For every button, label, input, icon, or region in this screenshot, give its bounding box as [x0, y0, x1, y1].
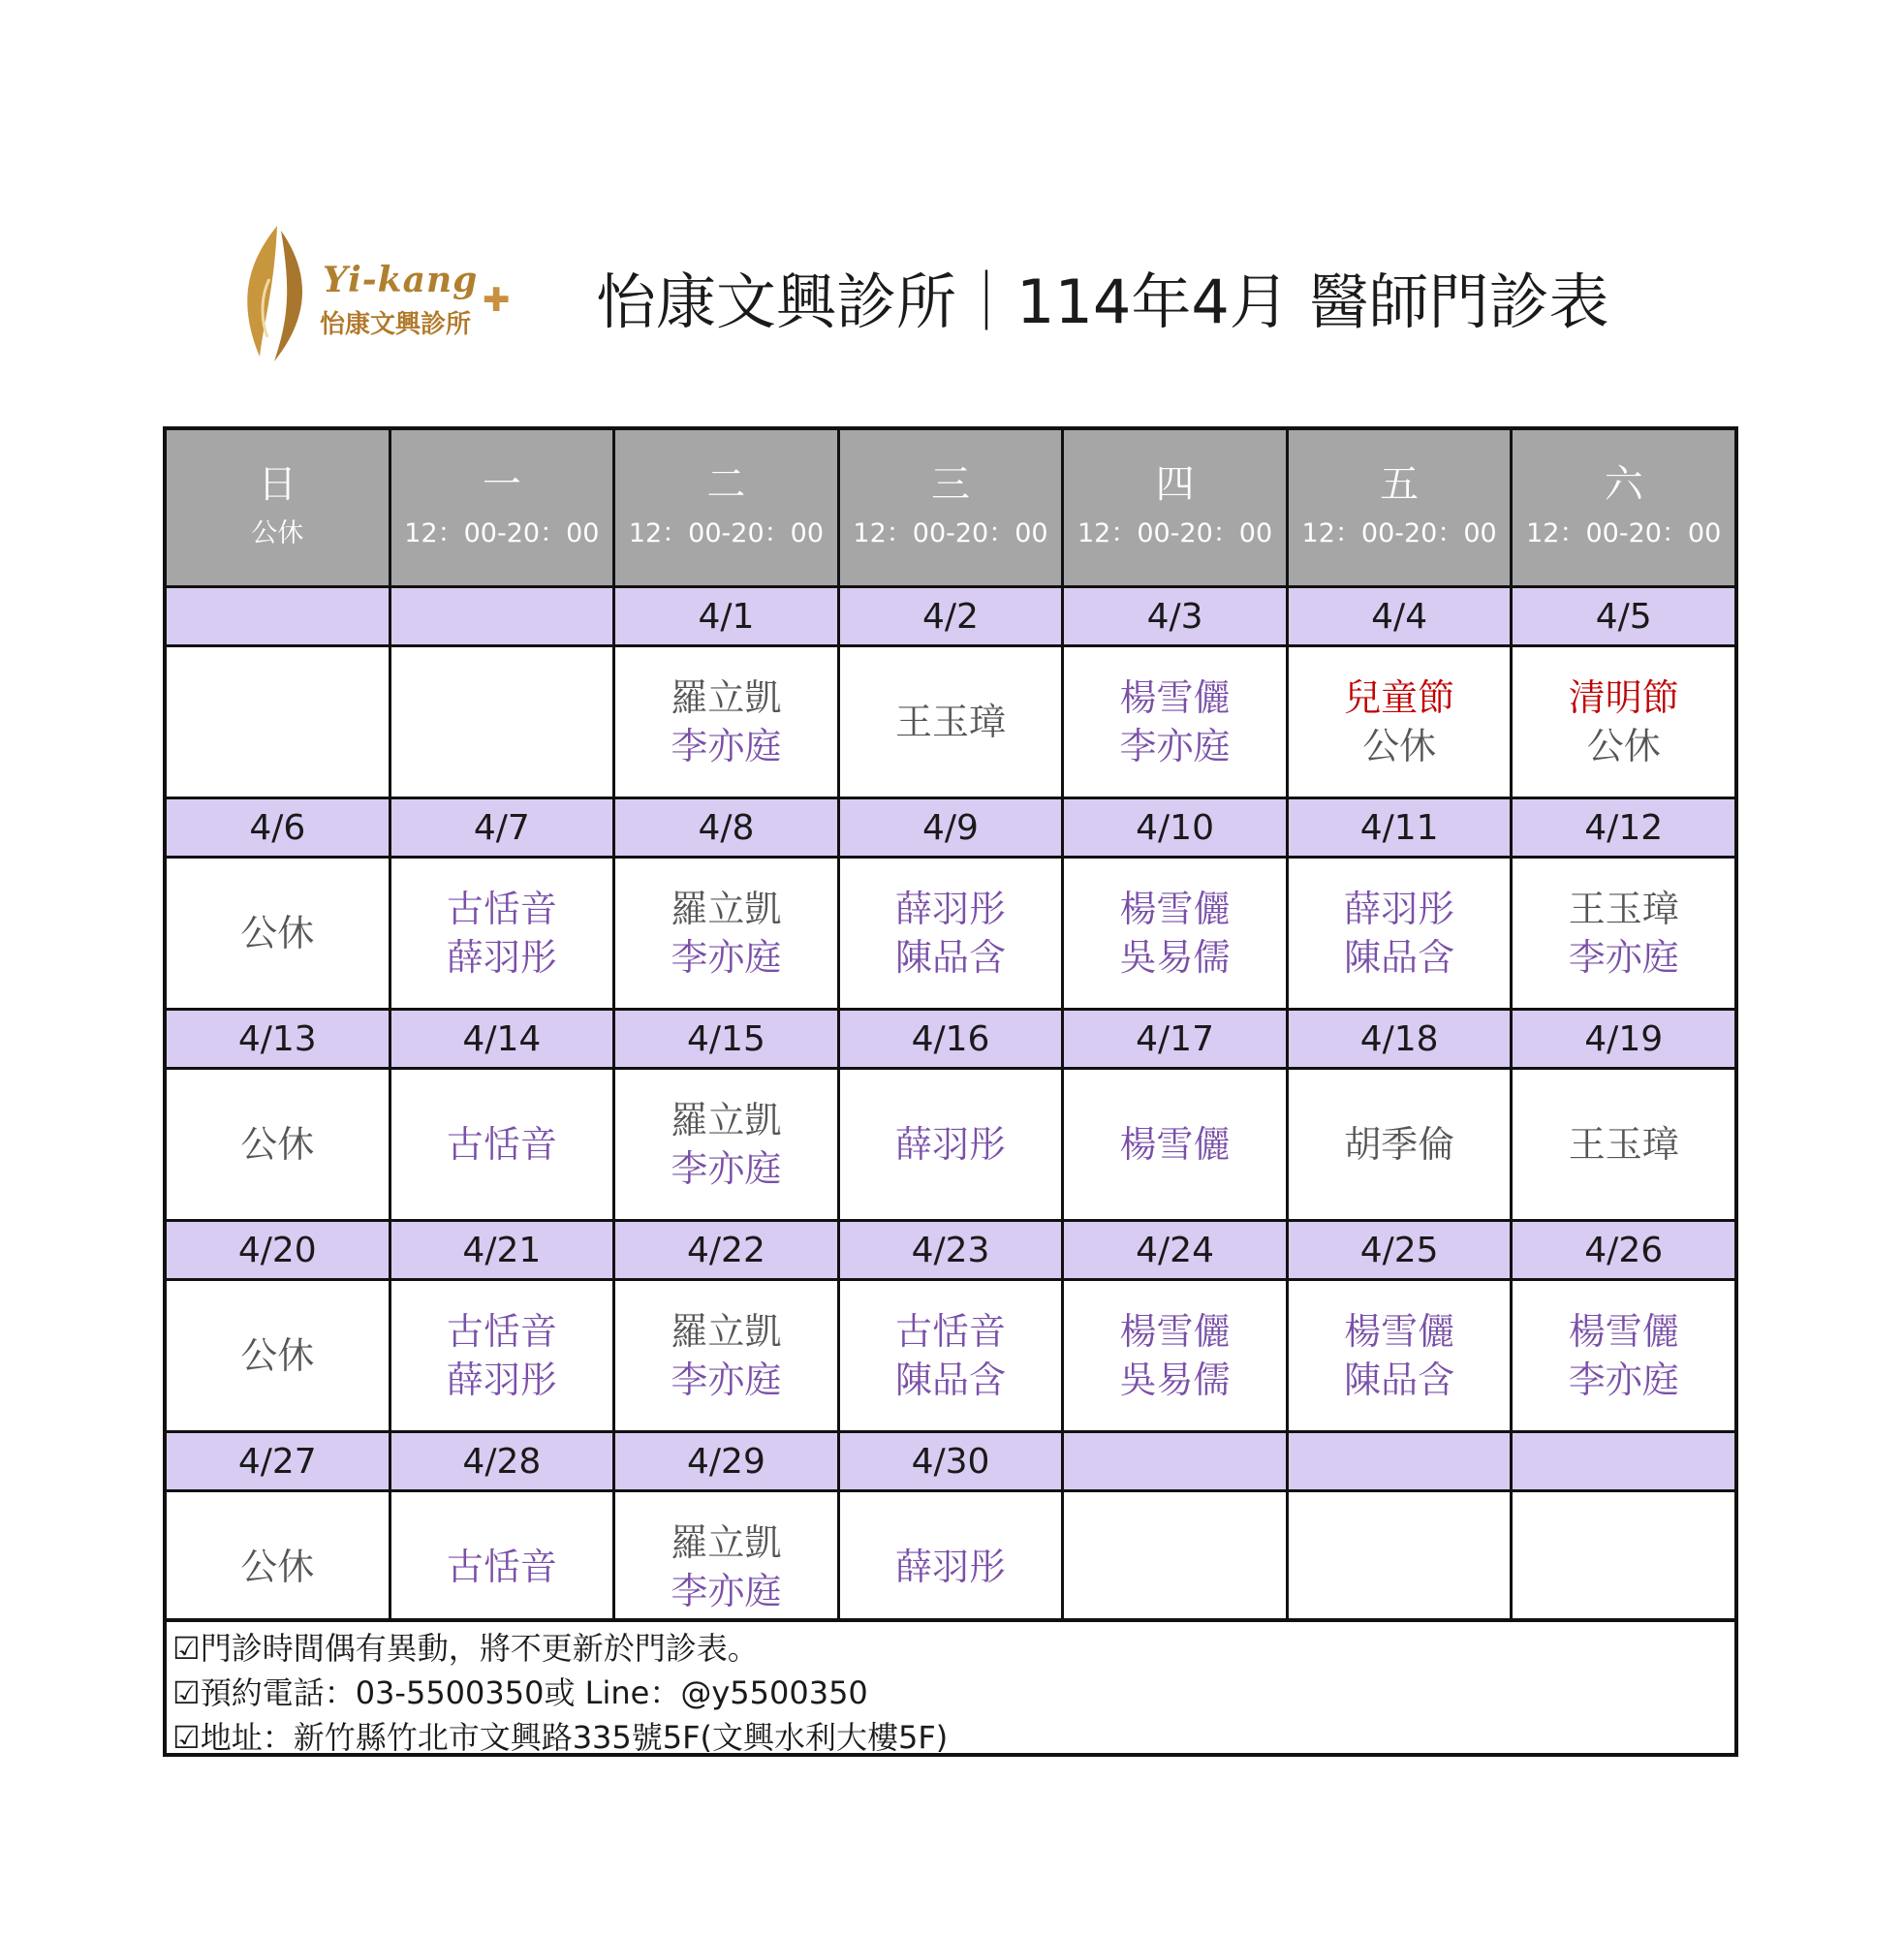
- notes-section: [167, 1618, 1734, 1757]
- header-cell: [840, 430, 1062, 585]
- doctor-name: 胡季倫: [1344, 1123, 1455, 1166]
- date-cell: 4/3: [1064, 588, 1286, 644]
- date-cell: 4/24: [1064, 1222, 1286, 1278]
- date-cell: 4/14: [391, 1011, 613, 1067]
- doctor-name: 陳品含: [1344, 936, 1455, 979]
- hours-label: 12：00-20：00: [1301, 518, 1497, 548]
- weekday-label: 五: [1380, 462, 1420, 507]
- schedule-cell: [167, 647, 389, 797]
- holiday-label: 兒童節: [1344, 676, 1455, 719]
- date-cell: 4/2: [840, 588, 1062, 644]
- date-cell: 4/11: [1289, 799, 1511, 856]
- hours-label: 12：00-20：00: [853, 518, 1048, 548]
- logo-english-text: Yi-kang: [323, 260, 479, 300]
- date-cell: 4/9: [840, 799, 1062, 856]
- doctor-name: 李亦庭: [671, 936, 782, 979]
- date-cell: 4/1: [615, 588, 837, 644]
- doctor-name: 陳品含: [1344, 1359, 1455, 1401]
- schedule-table: [163, 426, 1738, 1757]
- doctor-name: 楊雪儷: [1119, 676, 1231, 719]
- date-cell: 4/13: [167, 1011, 389, 1067]
- header-cell: [1064, 430, 1286, 585]
- schedule-cell: [1513, 647, 1734, 797]
- date-cell: [1513, 1433, 1734, 1489]
- schedule-cell: [1064, 1281, 1286, 1430]
- date-cell: [1064, 1433, 1286, 1489]
- header-cell: [167, 430, 389, 585]
- date-cell: 4/18: [1289, 1011, 1511, 1067]
- schedule-cell: [615, 647, 837, 797]
- schedule-cell: [840, 859, 1062, 1008]
- hours-label: 公休: [251, 518, 304, 548]
- date-cell: 4/27: [167, 1433, 389, 1489]
- schedule-cell: [1064, 859, 1286, 1008]
- header-cell: [615, 430, 837, 585]
- doctor-name: 陳品含: [894, 936, 1006, 979]
- date-cell: 4/29: [615, 1433, 837, 1489]
- doctor-name: 古恬音: [894, 1310, 1006, 1353]
- doctor-name: 李亦庭: [671, 1359, 782, 1401]
- schedule-cell: [615, 859, 837, 1008]
- date-cell: 4/19: [1513, 1011, 1734, 1067]
- schedule-cell: [391, 647, 613, 797]
- date-cell: 4/10: [1064, 799, 1286, 856]
- schedule-cell: [167, 1281, 389, 1430]
- doctor-name: 公休: [1362, 725, 1437, 767]
- doctor-name: 公休: [240, 912, 315, 954]
- note-line: ☑門診時間偶有異動，將不更新於門診表。: [172, 1630, 759, 1667]
- date-cell: 4/15: [615, 1011, 837, 1067]
- doctor-name: 薛羽彤: [446, 1359, 557, 1401]
- schedule-cell: [167, 1070, 389, 1219]
- doctor-name: 羅立凱: [671, 1099, 782, 1141]
- doctor-name: 薛羽彤: [1344, 888, 1455, 930]
- hours-label: 12：00-20：00: [404, 518, 600, 548]
- schedule-cell: [1289, 1070, 1511, 1219]
- doctor-name: 李亦庭: [671, 1570, 782, 1612]
- schedule-cell: [615, 1070, 837, 1219]
- schedule-cell: [1513, 859, 1734, 1008]
- date-cell: 4/30: [840, 1433, 1062, 1489]
- weekday-label: 一: [482, 462, 521, 507]
- doctor-name: 羅立凱: [671, 676, 782, 719]
- schedule-cell: [1064, 647, 1286, 797]
- schedule-cell: [167, 859, 389, 1008]
- doctor-name: 古恬音: [446, 888, 557, 930]
- doctor-name: 羅立凱: [671, 888, 782, 930]
- doctor-name: 公休: [240, 1334, 315, 1377]
- schedule-grid: [167, 430, 1734, 1618]
- schedule-cell: [391, 1070, 613, 1219]
- schedule-cell: [1289, 859, 1511, 1008]
- holiday-label: 清明節: [1568, 676, 1679, 719]
- date-cell: 4/12: [1513, 799, 1734, 856]
- doctor-name: 羅立凱: [671, 1521, 782, 1564]
- doctor-name: 李亦庭: [1568, 936, 1679, 979]
- schedule-cell: [840, 1281, 1062, 1430]
- header-cell: [1289, 430, 1511, 585]
- date-cell: 4/16: [840, 1011, 1062, 1067]
- doctor-name: 薛羽彤: [894, 1546, 1006, 1588]
- date-cell: 4/25: [1289, 1222, 1511, 1278]
- doctor-name: 李亦庭: [671, 1147, 782, 1190]
- doctor-name: 楊雪儷: [1568, 1310, 1679, 1353]
- doctor-name: 楊雪儷: [1119, 1123, 1231, 1166]
- weekday-label: 日: [258, 462, 297, 507]
- weekday-label: 三: [930, 462, 970, 507]
- logo-chinese-text: 怡康文興診所: [320, 310, 472, 339]
- schedule-cell: [1289, 647, 1511, 797]
- doctor-name: 公休: [1586, 725, 1661, 767]
- header-cell: [391, 430, 613, 585]
- doctor-name: 李亦庭: [1568, 1359, 1679, 1401]
- date-cell: [391, 588, 613, 644]
- weekday-label: 二: [706, 462, 746, 507]
- doctor-name: 薛羽彤: [894, 1123, 1006, 1166]
- date-cell: [1289, 1433, 1511, 1489]
- doctor-name: 王玉璋: [1568, 1123, 1679, 1166]
- schedule-cell: [1289, 1281, 1511, 1430]
- doctor-name: 吳易儒: [1119, 1359, 1231, 1401]
- date-cell: 4/4: [1289, 588, 1511, 644]
- date-cell: 4/21: [391, 1222, 613, 1278]
- date-cell: 4/28: [391, 1433, 613, 1489]
- schedule-cell: [391, 1281, 613, 1430]
- schedule-cell: [615, 1281, 837, 1430]
- hours-label: 12：00-20：00: [1526, 518, 1722, 548]
- doctor-name: 吳易儒: [1119, 936, 1231, 979]
- note-line: ☑地址：新竹縣竹北市文興路335號5F(文興水利大樓5F): [172, 1719, 949, 1756]
- hours-label: 12：00-20：00: [628, 518, 824, 548]
- date-cell: 4/26: [1513, 1222, 1734, 1278]
- schedule-cell: [391, 859, 613, 1008]
- schedule-cell: [1064, 1070, 1286, 1219]
- note-line: ☑預約電話：03-5500350或 Line：@y5500350: [172, 1674, 868, 1711]
- clinic-logo: [231, 221, 531, 366]
- weekday-label: 六: [1604, 462, 1643, 507]
- weekday-label: 四: [1155, 462, 1195, 507]
- doctor-name: 古恬音: [446, 1546, 557, 1588]
- date-cell: 4/17: [1064, 1011, 1286, 1067]
- schedule-cell: [840, 1070, 1062, 1219]
- doctor-name: 王玉璋: [1568, 888, 1679, 930]
- doctor-name: 古恬音: [446, 1123, 557, 1166]
- hours-label: 12：00-20：00: [1077, 518, 1273, 548]
- doctor-name: 李亦庭: [1119, 725, 1231, 767]
- date-cell: 4/8: [615, 799, 837, 856]
- date-cell: 4/5: [1513, 588, 1734, 644]
- leaf-logo-icon: [231, 221, 328, 366]
- date-cell: 4/20: [167, 1222, 389, 1278]
- schedule-cell: [1513, 1070, 1734, 1219]
- doctor-name: 公休: [240, 1546, 315, 1588]
- doctor-name: 王玉璋: [894, 701, 1006, 743]
- date-cell: 4/7: [391, 799, 613, 856]
- plus-cross-icon: ✚: [483, 281, 511, 320]
- doctor-name: 楊雪儷: [1119, 888, 1231, 930]
- doctor-name: 古恬音: [446, 1310, 557, 1353]
- date-cell: 4/6: [167, 799, 389, 856]
- doctor-name: 李亦庭: [671, 725, 782, 767]
- doctor-name: 薛羽彤: [894, 888, 1006, 930]
- schedule-cell: [840, 647, 1062, 797]
- doctor-name: 楊雪儷: [1344, 1310, 1455, 1353]
- doctor-name: 楊雪儷: [1119, 1310, 1231, 1353]
- doctor-name: 陳品含: [894, 1359, 1006, 1401]
- page-title: 怡康文興診所｜114年4月 醫師門診表: [596, 266, 1609, 337]
- doctor-name: 羅立凱: [671, 1310, 782, 1353]
- doctor-name: 薛羽彤: [446, 936, 557, 979]
- header-cell: [1513, 430, 1734, 585]
- schedule-cell: [1513, 1281, 1734, 1430]
- doctor-name: 公休: [240, 1123, 315, 1166]
- date-cell: [167, 588, 389, 644]
- date-cell: 4/23: [840, 1222, 1062, 1278]
- date-cell: 4/22: [615, 1222, 837, 1278]
